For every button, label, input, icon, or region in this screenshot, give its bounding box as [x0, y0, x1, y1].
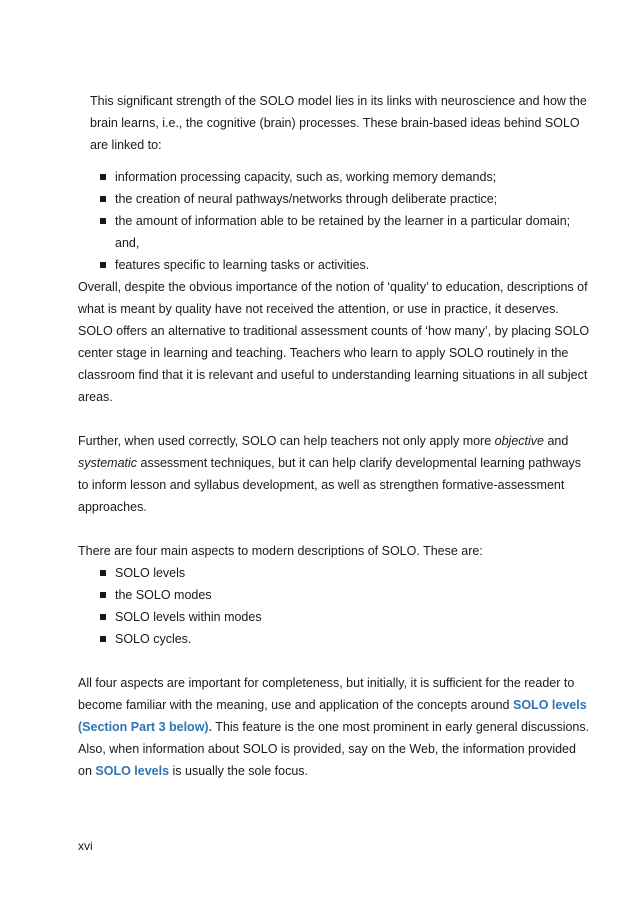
square-bullet-icon [100, 592, 106, 598]
page-number: xvi [78, 839, 93, 853]
final-paragraph: All four aspects are important for completeness, but initially, it is sufficient for the reader to become familiar with the meaning, use and application of the concepts around SOLO levels (Section Part 3 below). This feature is the one most prominent in early general discussions. Also, when information about SOLO is provided, say on the Web, the information provided on SOLO levels is usually the sole focus. [78, 676, 590, 778]
intro-paragraph: This significant strength of the SOLO model lies in its links with neuroscience and how the brain learns, i.e., the cognitive (brain) processes. These brain-based ideas behind SOLO are linked to: [90, 94, 587, 152]
solo-levels-link[interactable]: SOLO levels [95, 764, 170, 778]
list-item: SOLO levels [115, 562, 590, 584]
list-item: the creation of neural pathways/networks through deliberate practice; [115, 188, 590, 210]
solo-levels-section-link[interactable]: SOLO levels (Section Part 3 below). [78, 698, 587, 734]
brain-links-list [78, 166, 590, 276]
square-bullet-icon [100, 570, 106, 576]
further-paragraph: Further, when used correctly, SOLO can help teachers not only apply more objective and systematic assessment techniques, but it can help clarify developmental learning pathways to inform lesson and syllabus development, as well as strengthen formative-assessment approaches. [78, 434, 582, 514]
square-bullet-icon [100, 196, 106, 202]
square-bullet-icon [100, 262, 106, 268]
overall-paragraph: Overall, despite the obvious importance of the notion of ‘quality’ to education, descriptions of what is meant by quality have not received the attention, or use in practice, it deserves. SOLO offers an alternative to traditional assessment counts of ‘how many’, by placing SOLO center stage in learning and teaching. Teachers who learn to apply SOLO routinely in the classroom find that it is relevant and useful to understanding learning situations in all subject areas. [78, 280, 590, 404]
list-item: the amount of information able to be retained by the learner in a particular domain; and, [115, 210, 590, 254]
aspects-intro-paragraph: There are four main aspects to modern descriptions of SOLO. These are: [78, 544, 483, 558]
list-item: features specific to learning tasks or activities. [115, 254, 590, 276]
square-bullet-icon [100, 614, 106, 620]
document-page [78, 90, 590, 782]
square-bullet-icon [100, 636, 106, 642]
list-item: SOLO cycles. [115, 628, 590, 650]
list-item: the SOLO modes [115, 584, 590, 606]
square-bullet-icon [100, 218, 106, 224]
list-item: SOLO levels within modes [115, 606, 590, 628]
list-item: information processing capacity, such as, working memory demands; [115, 166, 590, 188]
aspects-list [78, 562, 590, 650]
square-bullet-icon [100, 174, 106, 180]
